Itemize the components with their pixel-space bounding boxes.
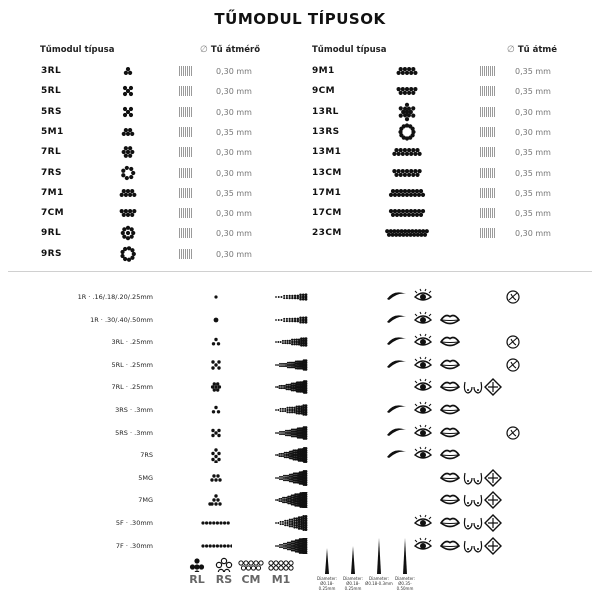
areola-icon (463, 537, 483, 555)
needle-gradient-icon (274, 379, 308, 395)
eyebrow-icon (386, 446, 406, 464)
lips-icon (440, 424, 460, 442)
section-divider (8, 271, 592, 272)
needle-spec-label: 7RS (140, 451, 153, 460)
needle-type-label: 9CM (312, 86, 336, 97)
needle-type-label: 9M1 (312, 66, 335, 76)
needle-diameter-label: Diameter: Ø0.18-0.3mm (365, 576, 393, 586)
lip-outline-icon (503, 424, 523, 442)
areola-icon (463, 378, 483, 396)
scar-icon (483, 491, 503, 509)
lip-outline-icon (503, 356, 523, 374)
header-type-right: Tűmodul típusa (312, 45, 387, 55)
needle-gradient-icon (274, 357, 308, 373)
eyebrow-icon (386, 401, 406, 419)
needle-bars-icon (480, 127, 496, 137)
needle-diameter: 0,35 mm (216, 127, 252, 137)
lip-outline-icon (503, 333, 523, 351)
needle-type-label: 7RS (41, 167, 62, 178)
eye-icon (413, 333, 433, 351)
areola-icon (463, 491, 483, 509)
9-dot-ring-icon (116, 244, 140, 264)
lips-icon (440, 356, 460, 374)
7-dot-curved-icon (116, 203, 140, 223)
needle-diameter: 0,35 mm (515, 168, 551, 178)
needle-config-icon (208, 425, 224, 441)
diameter-icon: ∅ (507, 45, 515, 55)
3-dot-cluster-icon (116, 61, 140, 81)
needle-spec-label: 5RL · .25mm (111, 360, 153, 369)
lips-icon (440, 378, 460, 396)
needle-config-icon (208, 492, 224, 508)
needle-diameter: 0,30 mm (216, 87, 252, 97)
needle-bars-icon (179, 127, 193, 137)
needle-type-label: 7CM (41, 208, 65, 219)
needle-spec-label: 1R · .30/.40/.50mm (90, 315, 153, 324)
7-dot-hex-icon (116, 142, 140, 162)
13-dot-round-icon (382, 102, 432, 122)
needle-gradient-icon (274, 425, 308, 441)
5-dot-pyramid-icon (116, 122, 140, 142)
needle-type-label: 13M1 (312, 147, 342, 158)
needle-config-icon (208, 289, 224, 305)
needle-spec-label: 7RL · .25mm (111, 383, 153, 392)
needle-bars-icon (179, 228, 193, 238)
5-dot-flower-icon (116, 81, 140, 101)
needle-diameter: 0,35 mm (216, 188, 252, 198)
9-dot-magnum-icon (382, 61, 432, 81)
needle-bars-icon (179, 107, 193, 117)
eye-icon (413, 446, 433, 464)
areola-icon (463, 469, 483, 487)
needle-diameter: 0,30 mm (216, 249, 252, 259)
needle-type-label: 5RS (41, 106, 62, 117)
needle-icon (390, 538, 420, 574)
needle-diameter: 0,35 mm (515, 148, 551, 158)
eyebrow-icon (386, 333, 406, 351)
needle-bars-icon (480, 66, 496, 76)
needle-bars-icon (179, 249, 193, 259)
9-dot-curved-magnum-icon (382, 81, 432, 101)
needle-spec-label: 5RS · .3mm (115, 428, 153, 437)
needle-bars-icon (480, 147, 496, 157)
needle-type-label: 13RL (312, 106, 339, 117)
needle-diameter: 0,30 mm (216, 229, 252, 239)
lips-icon (440, 333, 460, 351)
needle-bars-icon (179, 147, 193, 157)
needle-type-label: 5RL (41, 86, 62, 97)
needle-type-label: 3RL (41, 66, 62, 76)
needle-config-icon (200, 515, 232, 531)
needle-type-label: 9RS (41, 248, 62, 259)
needle-gradient-icon (274, 515, 308, 531)
needle-spec-label: 1R · .16/.18/.20/.25mm (77, 293, 153, 301)
eyebrow-icon (386, 311, 406, 329)
lips-icon (440, 446, 460, 464)
needle-diameter: 0,35 mm (515, 209, 551, 219)
needle-config-icon (208, 357, 224, 373)
lips-icon (440, 537, 460, 555)
needle-bars-icon (480, 228, 496, 238)
diameter-icon: ∅ (200, 45, 208, 55)
needle-gradient-icon (274, 447, 308, 463)
legend-label: RL (189, 573, 205, 586)
needle-config-icon (208, 447, 224, 463)
eye-icon (413, 514, 433, 532)
needle-config-icon (208, 470, 224, 486)
13-dot-magnum-icon (382, 142, 432, 162)
needle-diameter-label: Diameter: Ø0.18-0.25mm (317, 576, 337, 591)
7-dot-ring-icon (116, 163, 140, 183)
eye-icon (413, 424, 433, 442)
needle-type-label: 5M1 (41, 126, 64, 137)
17-dot-curved-magnum-icon (382, 203, 432, 223)
needle-diameter: 0,35 mm (515, 87, 551, 97)
needle-bars-icon (179, 168, 193, 178)
needle-diameter: 0,35 mm (515, 67, 551, 76)
needle-bars-icon (179, 208, 193, 218)
lips-icon (440, 469, 460, 487)
needle-diameter-label: Diameter: Ø0.35-0.50mm (395, 576, 415, 591)
needle-config-icon (208, 402, 224, 418)
needle-type-label: 9RL (41, 228, 62, 239)
needle-diameter: 0,30 mm (515, 229, 551, 239)
needle-diameter: 0,30 mm (515, 127, 551, 137)
needle-bars-icon (179, 86, 193, 96)
needle-config-icon (208, 334, 224, 350)
magnum-dots-icon (266, 552, 296, 572)
header-diameter-right: ∅ Tű átmé (507, 45, 558, 55)
curved-magnum-dots-icon (236, 552, 266, 572)
needle-spec-label: 5MG (138, 473, 153, 482)
needle-type-label: 13CM (312, 167, 342, 178)
needle-bars-icon (480, 107, 496, 117)
needle-type-label: 17M1 (312, 187, 342, 198)
needle-bars-icon (179, 188, 193, 198)
eyebrow-icon (386, 288, 406, 306)
17-dot-magnum-icon (382, 183, 432, 203)
needle-diameter: 0,30 mm (216, 67, 252, 76)
needle-config-icon (208, 379, 224, 395)
needle-spec-label: 7F · .30mm (115, 541, 153, 550)
7-dot-pyramid-icon (116, 183, 140, 203)
needle-gradient-icon (274, 289, 308, 305)
round-shader-dots-icon (209, 552, 239, 572)
eye-icon (413, 288, 433, 306)
needle-gradient-icon (274, 470, 308, 486)
needle-bars-icon (480, 188, 496, 198)
lips-icon (440, 491, 460, 509)
needle-type-label: 7M1 (41, 187, 64, 198)
needle-diameter-label: Diameter: Ø0.18-0.25mm (343, 576, 363, 591)
eye-icon (413, 311, 433, 329)
scar-icon (483, 514, 503, 532)
needle-spec-label: 3RL · .25mm (111, 338, 153, 347)
needle-spec-label: 7MG (138, 496, 153, 505)
lip-outline-icon (503, 288, 523, 306)
needle-bars-icon (179, 66, 193, 76)
eyebrow-icon (386, 424, 406, 442)
needle-diameter: 0,30 mm (216, 168, 252, 178)
needle-spec-label: 3RS · .3mm (115, 406, 153, 414)
needle-gradient-icon (274, 334, 308, 350)
needle-diameter: 0,30 mm (515, 107, 551, 117)
needle-diameter: 0,30 mm (216, 209, 252, 219)
lips-icon (440, 514, 460, 532)
needle-bars-icon (480, 168, 496, 178)
legend-label: M1 (271, 573, 291, 586)
areola-icon (463, 514, 483, 532)
eye-icon (413, 401, 433, 419)
needle-bars-icon (480, 86, 496, 96)
needle-diameter: 0,35 mm (515, 188, 551, 198)
needle-type-label: 23CM (312, 228, 342, 239)
eyebrow-icon (386, 356, 406, 374)
scar-icon (483, 537, 503, 555)
needle-diameter: 0,30 mm (216, 148, 252, 158)
13-dot-ring-icon (382, 122, 432, 142)
round-liner-dots-icon (182, 552, 212, 572)
needle-spec-label: 5F · .30mm (115, 519, 153, 527)
lips-icon (440, 401, 460, 419)
header-type-left: Tűmodul típusa (40, 45, 115, 55)
9-dot-cluster-icon (116, 223, 140, 243)
needle-type-label: 7RL (41, 147, 62, 158)
scar-icon (483, 378, 503, 396)
legend-label: CM (241, 573, 261, 586)
needle-config-icon (208, 312, 224, 328)
page-title: TŰMODUL TÍPUSOK (214, 10, 386, 28)
13-dot-curved-magnum-icon (382, 163, 432, 183)
needle-type-label: 13RS (312, 126, 340, 137)
needle-type-label: 17CM (312, 208, 342, 219)
lips-icon (440, 311, 460, 329)
eye-icon (413, 378, 433, 396)
header-diameter-left: ∅ Tű átmérő (200, 45, 261, 55)
needle-gradient-icon (274, 492, 308, 508)
legend-label: RS (215, 573, 233, 586)
needle-diameter: 0,30 mm (216, 107, 252, 117)
23-dot-curved-magnum-icon (382, 223, 432, 243)
5-dot-flower-icon (116, 102, 140, 122)
needle-gradient-icon (274, 402, 308, 418)
needle-bars-icon (480, 208, 496, 218)
scar-icon (483, 469, 503, 487)
eye-icon (413, 356, 433, 374)
needle-gradient-icon (274, 312, 308, 328)
